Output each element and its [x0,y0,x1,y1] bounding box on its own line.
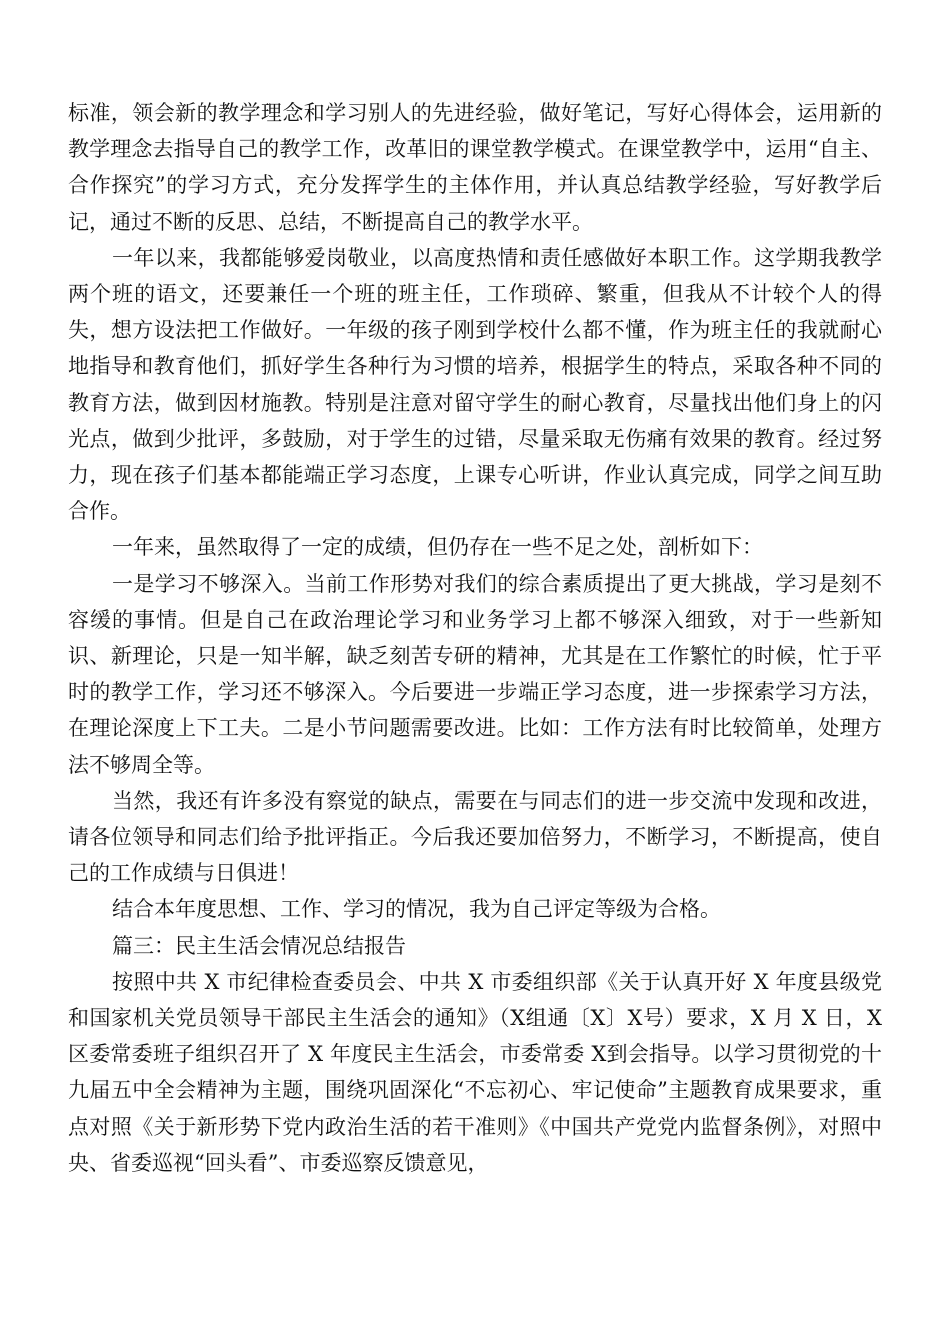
paragraph-4: 一是学习不够深入。当前工作形势对我们的综合素质提出了更大挑战，学习是刻不容缓的事情。但是自己在政治理论学习和业务学习上都不够深入细致，对于一些新知识、新理论，只是一知半解，缺乏刻苦专研的精神，尤其是在工作繁忙的时候，忙于平时的教学工作，学习还不够深入。今后要进一步端正学习态度，进一步探索学习方法，在理论深度上下工夫。二是小节问题需要改进。比如：工作方法有时比较简单，处理方法不够周全等。 [68,571,882,777]
paragraph-8: 按照中共 X 市纪律检查委员会、中共 X 市委组织部《关于认真开好 X 年度县级党和国家机关党员领导干部民主生活会的通知》（X组通〔X〕X号）要求，X 月 X 日，X 区委常委班子组织召开了 X 年度民主生活会，市委常委 X到会指导。以学习贯彻党的十九届五中全会精神为主题，围绕巩固深化“不忘初心、牢记使命”主题教育成果要求，重点对照《关于新形势下党内政治生活的若干准则》《中国共产党党内监督条例》，对照中央、省委巡视“回头看”、市委巡察反馈意见， [68,969,882,1175]
paragraph-2: 一年以来，我都能够爱岗敬业，以高度热情和责任感做好本职工作。这学期我教学两个班的语文，还要兼任一个班的班主任，工作琐碎、繁重，但我从不计较个人的得失，想方设法把工作做好。一年级的孩子刚到学校什么都不懂，作为班主任的我就耐心地指导和教育他们，抓好学生各种行为习惯的培养，根据学生的特点，采取各种不同的教育方法，做到因材施教。特别是注意对留守学生的耐心教育，尽量找出他们身上的闪光点，做到少批评，多鼓励，对于学生的过错，尽量采取无伤痛有效果的教育。经过努力，现在孩子们基本都能端正学习态度，上课专心听讲，作业认真完成，同学之间互助合作。 [68,245,882,524]
document-body [68,95,882,1181]
paragraph-6: 结合本年度思想、工作、学习的情况，我为自己评定等级为合格。 [112,897,721,922]
section-heading: 篇三：民主生活会情况总结报告 [112,933,406,958]
paragraph-1: 标准，领会新的教学理念和学习别人的先进经验，做好笔记，写好心得体会，运用新的教学理念去指导自己的教学工作，改革旧的课堂教学模式。在课堂教学中，运用“自主、合作探究”的学习方式，充分发挥学生的主体作用，并认真总结教学经验，写好教学后记，通过不断的反思、总结，不断提高自己的教学水平。 [68,101,882,234]
paragraph-3: 一年来，虽然取得了一定的成绩，但仍存在一些不足之处，剖析如下： [112,535,763,560]
paragraph-5: 当然，我还有许多没有察觉的缺点，需要在与同志们的进一步交流中发现和改进，请各位领导和同志们给予批评指正。今后我还要加倍努力，不断学习，不断提高，使自己的工作成绩与日俱进！ [68,788,882,886]
